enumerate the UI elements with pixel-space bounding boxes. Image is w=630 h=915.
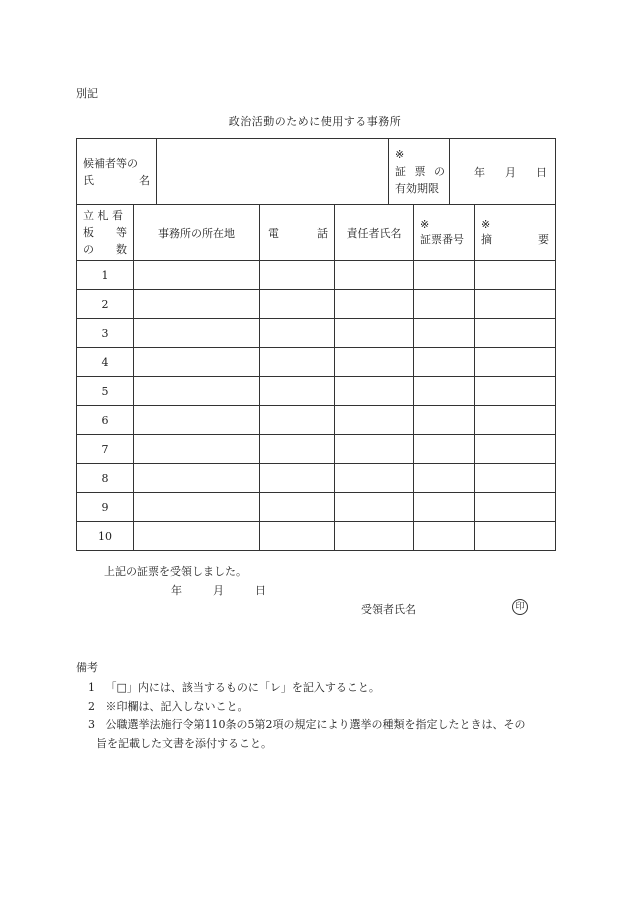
- phone-field[interactable]: [260, 348, 335, 377]
- name-label-mei: 名: [139, 173, 150, 187]
- table-row: [77, 464, 556, 493]
- remark-number: 1: [88, 681, 95, 694]
- header-summary-label: [475, 231, 555, 247]
- office-address-field[interactable]: [134, 522, 260, 551]
- remark-item: [88, 716, 526, 732]
- office-address-field[interactable]: [134, 290, 260, 319]
- validity-char-2: 票: [414, 165, 426, 178]
- responsible-person-field[interactable]: [335, 261, 414, 290]
- remark-number: 3: [88, 718, 95, 731]
- remark-text: ※印欄は、記入しないこと。: [105, 700, 249, 713]
- candidate-name-field[interactable]: [157, 139, 389, 205]
- phone-field[interactable]: [260, 377, 335, 406]
- responsible-person-field[interactable]: [335, 522, 414, 551]
- header-responsible-person: 責任者氏名: [335, 205, 414, 261]
- table-row: [77, 435, 556, 464]
- validity-note-mark: ※: [395, 148, 405, 161]
- validity-date-field[interactable]: [450, 139, 556, 205]
- phone-field[interactable]: [260, 406, 335, 435]
- header-sign-count-line2: [77, 224, 133, 241]
- table-row: [77, 319, 556, 348]
- responsible-person-field[interactable]: [335, 464, 414, 493]
- row-number: 9: [77, 493, 134, 522]
- office-address-field[interactable]: [134, 406, 260, 435]
- header-office-address: 事務所の所在地: [134, 205, 260, 261]
- remark-number: 2: [88, 700, 95, 713]
- certificate-number-field[interactable]: [414, 435, 475, 464]
- responsible-person-field[interactable]: [335, 290, 414, 319]
- receipt-date: [171, 582, 266, 598]
- table-row: [77, 261, 556, 290]
- phone-field[interactable]: [260, 435, 335, 464]
- header-sign-count: [77, 205, 134, 261]
- remark-item: [88, 698, 249, 714]
- validity-char-1: 証: [395, 165, 406, 178]
- office-table: [76, 204, 556, 551]
- candidate-name-label-cell: [77, 139, 157, 205]
- office-address-field[interactable]: [134, 319, 260, 348]
- annex-label: 別記: [76, 87, 98, 100]
- header-cert-number-label: 証票番号: [420, 233, 464, 246]
- table-row: [77, 348, 556, 377]
- header-sign-count-char-3: の: [83, 243, 94, 256]
- summary-field[interactable]: [475, 493, 556, 522]
- responsible-person-field[interactable]: [335, 406, 414, 435]
- validity-day: 日: [536, 165, 547, 179]
- row-number: 10: [77, 522, 134, 551]
- summary-field[interactable]: [475, 406, 556, 435]
- receipt-year: 年: [171, 584, 182, 597]
- recipient-name-label: 受領者氏名: [361, 603, 416, 616]
- document-title: 政治活動のために使用する事務所: [228, 115, 402, 128]
- header-summary-note-mark: ※: [481, 218, 491, 231]
- row-number: 7: [77, 435, 134, 464]
- responsible-person-field[interactable]: [335, 493, 414, 522]
- certificate-number-field[interactable]: [414, 319, 475, 348]
- certificate-number-field[interactable]: [414, 290, 475, 319]
- validity-label-line2: 有効期限: [395, 182, 439, 195]
- summary-field[interactable]: [475, 377, 556, 406]
- certificate-number-field[interactable]: [414, 464, 475, 493]
- summary-field[interactable]: [475, 464, 556, 493]
- header-certificate-number: [414, 205, 475, 261]
- header-sign-count-line3: [77, 241, 133, 258]
- remark-continuation: 旨を記載した文書を添付すること。: [96, 737, 272, 750]
- receipt-statement: 上記の証票を受領しました。: [104, 565, 247, 578]
- header-summary-char-1: 摘: [481, 233, 492, 246]
- summary-field[interactable]: [475, 261, 556, 290]
- name-label-shi: 氏: [83, 173, 94, 187]
- summary-field[interactable]: [475, 290, 556, 319]
- header-sign-count-char-4: 数: [116, 243, 127, 256]
- certificate-number-field[interactable]: [414, 261, 475, 290]
- certificate-number-field[interactable]: [414, 377, 475, 406]
- candidate-table: [76, 138, 556, 205]
- phone-field[interactable]: [260, 464, 335, 493]
- office-table-header-row: [77, 205, 556, 261]
- phone-field[interactable]: [260, 290, 335, 319]
- table-row: [77, 493, 556, 522]
- summary-field[interactable]: [475, 319, 556, 348]
- candidate-name-label-line2: [77, 172, 156, 189]
- receipt-day: 日: [255, 584, 266, 597]
- phone-field[interactable]: [260, 319, 335, 348]
- responsible-person-field[interactable]: [335, 435, 414, 464]
- certificate-number-field[interactable]: [414, 348, 475, 377]
- row-number: 4: [77, 348, 134, 377]
- header-sign-count-line1: 立 札 看: [83, 209, 123, 222]
- office-address-field[interactable]: [134, 435, 260, 464]
- row-number: 1: [77, 261, 134, 290]
- row-number: 2: [77, 290, 134, 319]
- header-phone: [260, 205, 335, 261]
- phone-field[interactable]: [260, 493, 335, 522]
- candidate-name-label-line1: 候補者等の: [83, 156, 138, 170]
- table-row: [77, 377, 556, 406]
- validity-year: 年: [474, 165, 485, 179]
- summary-field[interactable]: [475, 435, 556, 464]
- header-sign-count-char-1: 板: [83, 226, 94, 239]
- validity-char-3: の: [434, 165, 445, 178]
- responsible-person-field[interactable]: [335, 377, 414, 406]
- row-number: 6: [77, 406, 134, 435]
- table-row: [77, 290, 556, 319]
- row-number: 3: [77, 319, 134, 348]
- summary-field[interactable]: [475, 348, 556, 377]
- certificate-number-field[interactable]: [414, 522, 475, 551]
- header-phone-char-1: 電: [268, 226, 279, 240]
- header-summary: [475, 205, 556, 261]
- remark-text: 「□」内には、該当するものに「レ」を記入すること。: [105, 681, 380, 694]
- header-sign-count-char-2: 等: [116, 226, 127, 239]
- validity-date: [450, 164, 555, 180]
- validity-month: 月: [505, 165, 516, 179]
- table-row: [77, 406, 556, 435]
- summary-field[interactable]: [475, 522, 556, 551]
- office-table-body: [77, 261, 556, 551]
- header-summary-char-2: 要: [538, 233, 549, 246]
- header-phone-char-2: 話: [317, 226, 328, 240]
- seal-icon: 印: [512, 599, 528, 615]
- remark-text: 公職選挙法施行令第110条の5第2項の規定により選挙の種類を指定したときは、その: [105, 718, 526, 731]
- certificate-number-field[interactable]: [414, 406, 475, 435]
- validity-label-cell: [389, 139, 450, 205]
- row-number: 8: [77, 464, 134, 493]
- office-address-field[interactable]: [134, 377, 260, 406]
- remark-item: [88, 679, 380, 695]
- office-address-field[interactable]: [134, 348, 260, 377]
- responsible-person-field[interactable]: [335, 319, 414, 348]
- phone-field[interactable]: [260, 261, 335, 290]
- receipt-month: 月: [213, 584, 224, 597]
- office-address-field[interactable]: [134, 464, 260, 493]
- office-address-field[interactable]: [134, 261, 260, 290]
- responsible-person-field[interactable]: [335, 348, 414, 377]
- header-phone-text: [260, 225, 334, 241]
- phone-field[interactable]: [260, 522, 335, 551]
- office-address-field[interactable]: [134, 493, 260, 522]
- row-number: 5: [77, 377, 134, 406]
- validity-label-line1: [389, 163, 449, 180]
- header-cert-note-mark: ※: [420, 218, 430, 231]
- certificate-number-field[interactable]: [414, 493, 475, 522]
- table-row: [77, 522, 556, 551]
- remarks-heading: 備考: [76, 661, 98, 674]
